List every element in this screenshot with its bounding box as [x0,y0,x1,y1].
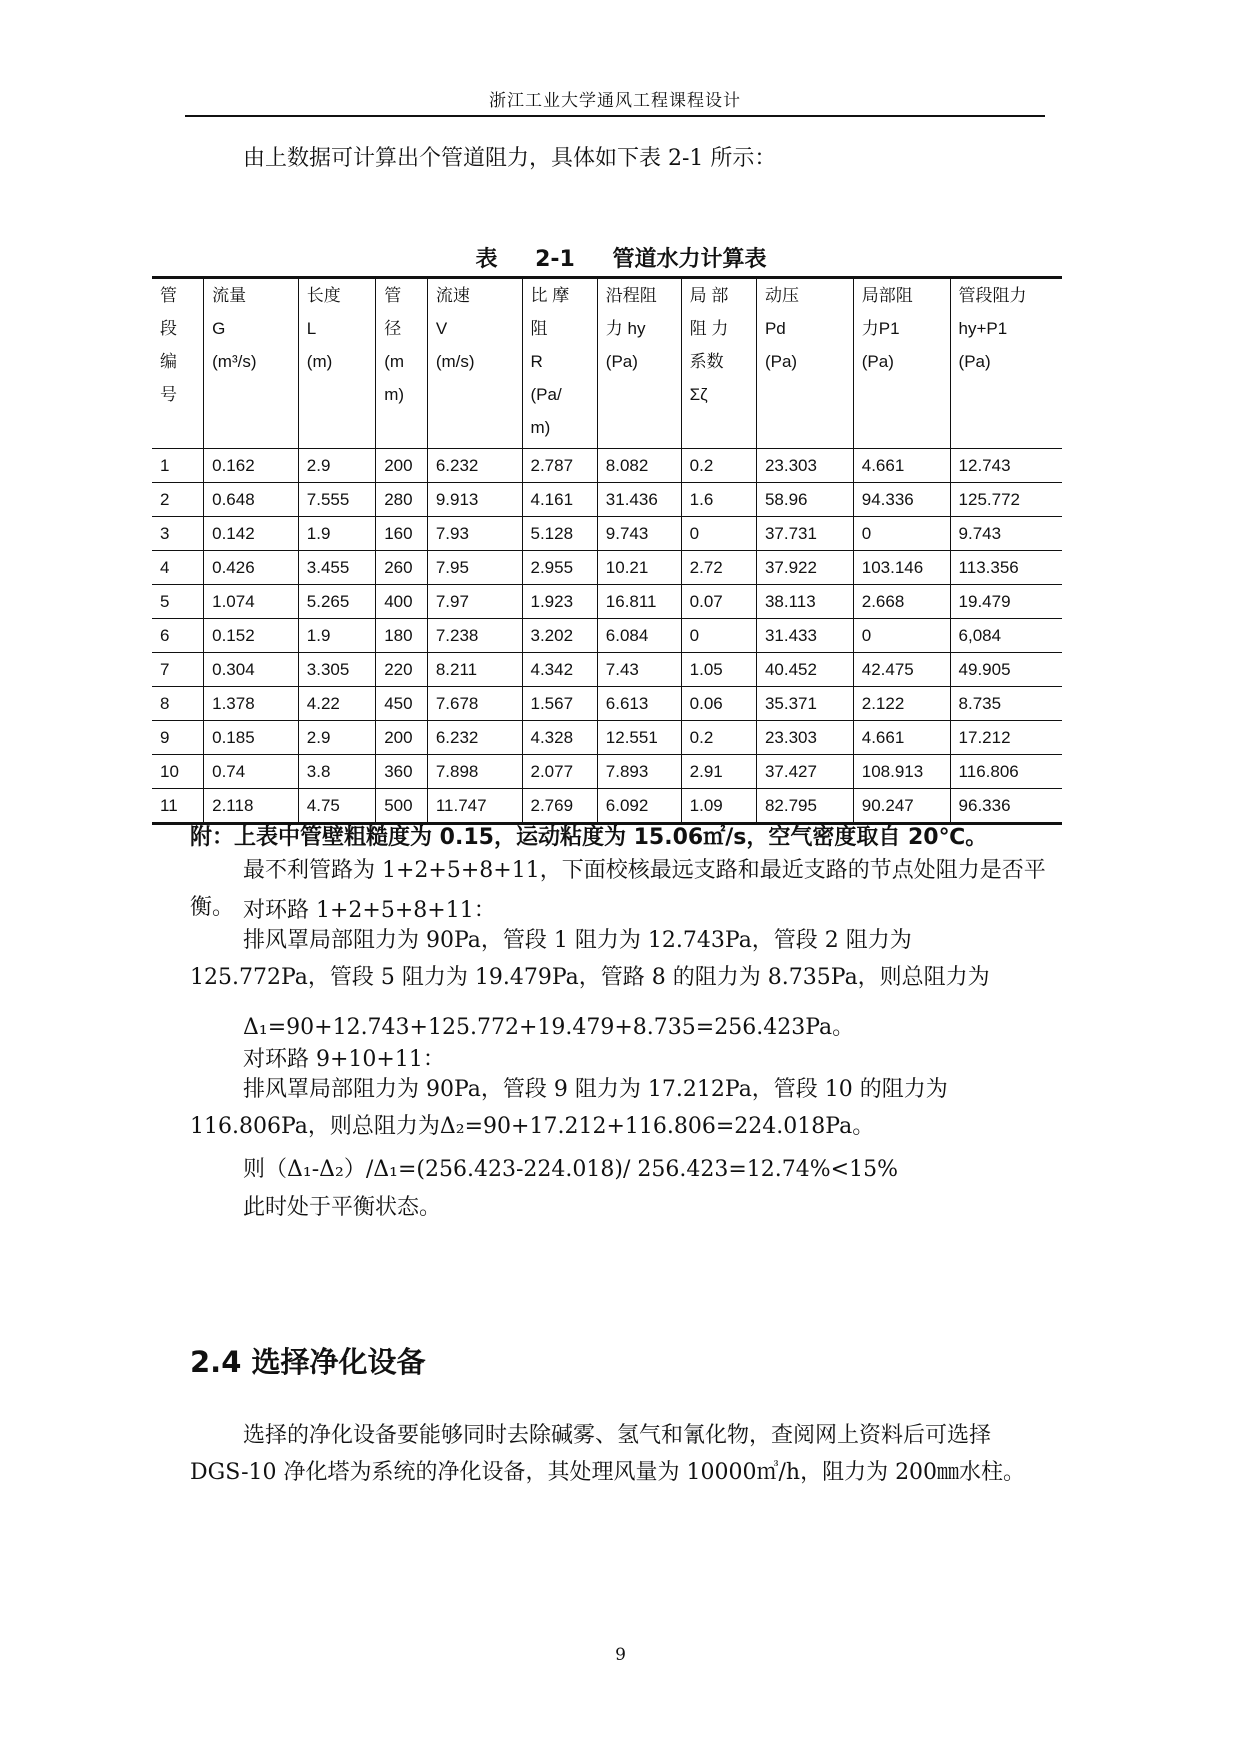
table-cell: 160 [376,517,428,551]
table-cell: 1.074 [204,585,299,619]
table-body [152,449,1062,824]
table-cell: 2.122 [853,687,950,721]
table-cell: 180 [376,619,428,653]
table-cell: 16.811 [597,585,681,619]
table-row [152,789,1062,824]
table-cell: 10.21 [597,551,681,585]
table-cell: 42.475 [853,653,950,687]
column-header-line: (m) [306,352,333,371]
column-header-line: 管 [160,286,177,305]
table-cell: 3 [152,517,204,551]
column-header-line: G [212,319,226,338]
intro-paragraph: 由上数据可计算出个管道阻力，具体如下表 2-1 所示： [243,146,777,171]
table-cell: 260 [376,551,428,585]
table-cell: 6.232 [427,449,522,483]
table-cell: 0 [853,619,950,653]
table-cell: 2.787 [522,449,597,483]
table-cell: 2.118 [204,789,299,824]
table-row [152,483,1062,517]
table-cell: 1.09 [681,789,756,824]
column-header-line: (m³/s) [212,352,257,371]
table-row [152,551,1062,585]
table-cell: 3.455 [298,551,375,585]
table-cell: 3.202 [522,619,597,653]
table-cell: 108.913 [853,755,950,789]
column-header-line: 力P1 [861,319,900,338]
table-cell: 1.567 [522,687,597,721]
table-cell: 2.9 [298,449,375,483]
column-header-line: (Pa) [861,352,894,371]
table-cell: 4.342 [522,653,597,687]
column-header-line: L [306,319,317,338]
column-header-line: m) [384,385,405,404]
column-header [152,278,204,449]
table-cell: 37.731 [756,517,853,551]
column-header-line: 管段阻力 [958,286,1027,305]
table-cell: 280 [376,483,428,517]
column-header-line: 编 [160,352,177,371]
table-cell: 4.661 [853,449,950,483]
column-header-line: 阻 力 [689,319,729,338]
table-row [152,755,1062,789]
table-cell: 9 [152,721,204,755]
table-cell: 2 [152,483,204,517]
table-cell: 9.913 [427,483,522,517]
table-cell: 94.336 [853,483,950,517]
table-cell: 500 [376,789,428,824]
table-cell: 0.185 [204,721,299,755]
column-header-line: 系数 [689,352,724,371]
table-cell: 6.084 [597,619,681,653]
column-header [298,278,375,449]
table-cell: 9.743 [597,517,681,551]
column-header-line: 阻 [530,319,548,338]
page-header: 浙江工业大学通风工程课程设计 [489,91,741,111]
table-cell: 8 [152,687,204,721]
column-header [204,278,299,449]
table-cell: 0.304 [204,653,299,687]
table-cell: 2.955 [522,551,597,585]
table-cell: 1.6 [681,483,756,517]
table-cell: 96.336 [950,789,1062,824]
table-cell: 31.433 [756,619,853,653]
column-header-line: R [530,352,543,371]
table-cell: 113.356 [950,551,1062,585]
loop2-paragraph: 排风罩局部阻力为 90Pa，管段 9 阻力为 17.212Pa，管段 10 的阻力为 116.806Pa，则总阻力为Δ₂=90+17.212+116.806=224.018Pa。 [190,1077,948,1139]
table-cell: 6.613 [597,687,681,721]
imbalance-ratio: 则（Δ₁-Δ₂）/Δ₁=(256.423-224.018)/ 256.423=12.74%<15% [243,1157,898,1182]
table-cell: 37.922 [756,551,853,585]
column-header-line: 沿程阻 [605,286,657,305]
loop2-title: 对环路 9+10+11： [243,1047,445,1072]
table-cell: 0 [681,619,756,653]
table-row [152,585,1062,619]
table-cell: 8.735 [950,687,1062,721]
table-cell: 1 [152,449,204,483]
table-cell: 7.93 [427,517,522,551]
column-header-line: (Pa) [764,352,798,371]
table-cell: 82.795 [756,789,853,824]
table-cell: 2.9 [298,721,375,755]
table-cell: 7.678 [427,687,522,721]
table-cell: 11 [152,789,204,824]
table-cell: 4.328 [522,721,597,755]
header-rule [185,115,1045,117]
table-cell: 6,084 [950,619,1062,653]
hydraulic-calculation-table [152,276,1062,825]
column-header-line: 流量 [212,286,247,305]
table-row [152,653,1062,687]
column-header-line: (Pa) [958,352,991,371]
table-cell: 11.747 [427,789,522,824]
table-cell: 103.146 [853,551,950,585]
table-cell: 5.128 [522,517,597,551]
column-header-line: 管 [384,286,402,305]
column-header-line: 长度 [306,286,341,305]
column-header-line: 径 [384,319,402,338]
table-cell: 8.211 [427,653,522,687]
table-cell: 0.06 [681,687,756,721]
table-cell: 2.077 [522,755,597,789]
table-cell: 4 [152,551,204,585]
table-caption: 表 2-1 管道水力计算表 [475,247,767,272]
worst-path-paragraph: 最不利管路为 1+2+5+8+11，下面校核最远支路和最近支路的节点处阻力是否平衡。 [190,858,1046,920]
column-header [950,278,1062,449]
table-cell: 4.661 [853,721,950,755]
page-number: 9 [615,1645,626,1665]
column-header [427,278,522,449]
equipment-paragraph: 选择的净化设备要能够同时去除碱雾、氢气和氰化物，查阅网上资料后可选择 DGS-10 净化塔为系统的净化设备，其处理风量为 10000㎥/h，阻力为 200㎜水柱。 [190,1423,1026,1485]
balance-conclusion: 此时处于平衡状态。 [243,1195,442,1220]
table-row [152,687,1062,721]
table-cell: 6 [152,619,204,653]
table-cell: 0.648 [204,483,299,517]
table-cell: 10 [152,755,204,789]
table-cell: 12.743 [950,449,1062,483]
table-cell: 23.303 [756,449,853,483]
column-header-line: 段 [160,319,177,338]
table-header-row [152,278,1062,449]
table-cell: 6.092 [597,789,681,824]
table-cell: 4.75 [298,789,375,824]
table-cell: 5 [152,585,204,619]
table-cell: 9.743 [950,517,1062,551]
table-cell: 0 [681,517,756,551]
table-cell: 7.238 [427,619,522,653]
column-header-line: (m [384,352,405,371]
table-cell: 7 [152,653,204,687]
table-cell: 116.806 [950,755,1062,789]
table-cell: 2.91 [681,755,756,789]
loop1-formula: Δ₁=90+12.743+125.772+19.479+8.735=256.423Pa。 [243,1015,855,1040]
table-cell: 2.769 [522,789,597,824]
table-cell: 0.2 [681,449,756,483]
table-cell: 6.232 [427,721,522,755]
table-cell: 0.74 [204,755,299,789]
table-cell: 2.668 [853,585,950,619]
column-header-line: 流速 [435,286,470,305]
table-cell: 450 [376,687,428,721]
table-cell: 0.152 [204,619,299,653]
column-header [681,278,756,449]
table-cell: 17.212 [950,721,1062,755]
table-cell: 125.772 [950,483,1062,517]
column-header-line: m) [530,418,551,437]
column-header [853,278,950,449]
table-row [152,449,1062,483]
loop1-paragraph: 排风罩局部阻力为 90Pa，管段 1 阻力为 12.743Pa，管段 2 阻力为 125.772Pa，管段 5 阻力为 19.479Pa，管路 8 的阻力为 8.735Pa，则总阻力为 [190,928,990,990]
table-cell: 7.898 [427,755,522,789]
table-cell: 8.082 [597,449,681,483]
table-cell: 40.452 [756,653,853,687]
table-cell: 2.72 [681,551,756,585]
column-header-line: (Pa) [605,352,638,371]
column-header-line: 动压 [764,286,799,305]
table-cell: 12.551 [597,721,681,755]
table-cell: 7.43 [597,653,681,687]
column-header-line: (Pa/ [530,385,562,404]
table-cell: 1.9 [298,619,375,653]
table-cell: 37.427 [756,755,853,789]
table-cell: 3.8 [298,755,375,789]
table-cell: 1.05 [681,653,756,687]
column-header-line: Pd [764,319,786,338]
table-cell: 0.07 [681,585,756,619]
table-cell: 58.96 [756,483,853,517]
column-header [376,278,428,449]
table-cell: 23.303 [756,721,853,755]
table-note: 附：上表中管壁粗糙度为 0.15，运动粘度为 15.06㎡/s，空气密度取自 20℃。 [190,825,988,850]
table-cell: 1.9 [298,517,375,551]
table-cell: 360 [376,755,428,789]
table-cell: 0.2 [681,721,756,755]
table-cell: 7.95 [427,551,522,585]
table-cell: 0 [853,517,950,551]
table-cell: 31.436 [597,483,681,517]
table-cell: 0.142 [204,517,299,551]
table-cell: 90.247 [853,789,950,824]
column-header-line: 局 部 [689,286,729,305]
column-header-line: Σζ [689,385,708,404]
table-cell: 4.22 [298,687,375,721]
column-header [522,278,597,449]
table-cell: 4.161 [522,483,597,517]
column-header-line: 力 hy [605,319,646,338]
table-cell: 400 [376,585,428,619]
table-cell: 19.479 [950,585,1062,619]
table-cell: 0.162 [204,449,299,483]
column-header-line: V [435,319,448,338]
table-cell: 38.113 [756,585,853,619]
section-heading: 2.4 选择净化设备 [190,1345,426,1379]
column-header-line: 局部阻 [861,286,913,305]
column-header [756,278,853,449]
column-header-line: 号 [160,385,177,404]
loop1-title: 对环路 1+2+5+8+11： [243,898,496,923]
column-header-line: 比 摩 [530,286,570,305]
table-row [152,619,1062,653]
table-cell: 7.893 [597,755,681,789]
table-cell: 35.371 [756,687,853,721]
table-cell: 3.305 [298,653,375,687]
column-header [597,278,681,449]
table-cell: 1.923 [522,585,597,619]
table-cell: 200 [376,449,428,483]
table-cell: 5.265 [298,585,375,619]
table-cell: 7.97 [427,585,522,619]
column-header-line: hy+P1 [958,319,1008,338]
column-header-line: (m/s) [435,352,475,371]
table-cell: 49.905 [950,653,1062,687]
table-cell: 1.378 [204,687,299,721]
table-row [152,721,1062,755]
table-cell: 200 [376,721,428,755]
table-cell: 0.426 [204,551,299,585]
table-cell: 7.555 [298,483,375,517]
table-cell: 220 [376,653,428,687]
table-row [152,517,1062,551]
